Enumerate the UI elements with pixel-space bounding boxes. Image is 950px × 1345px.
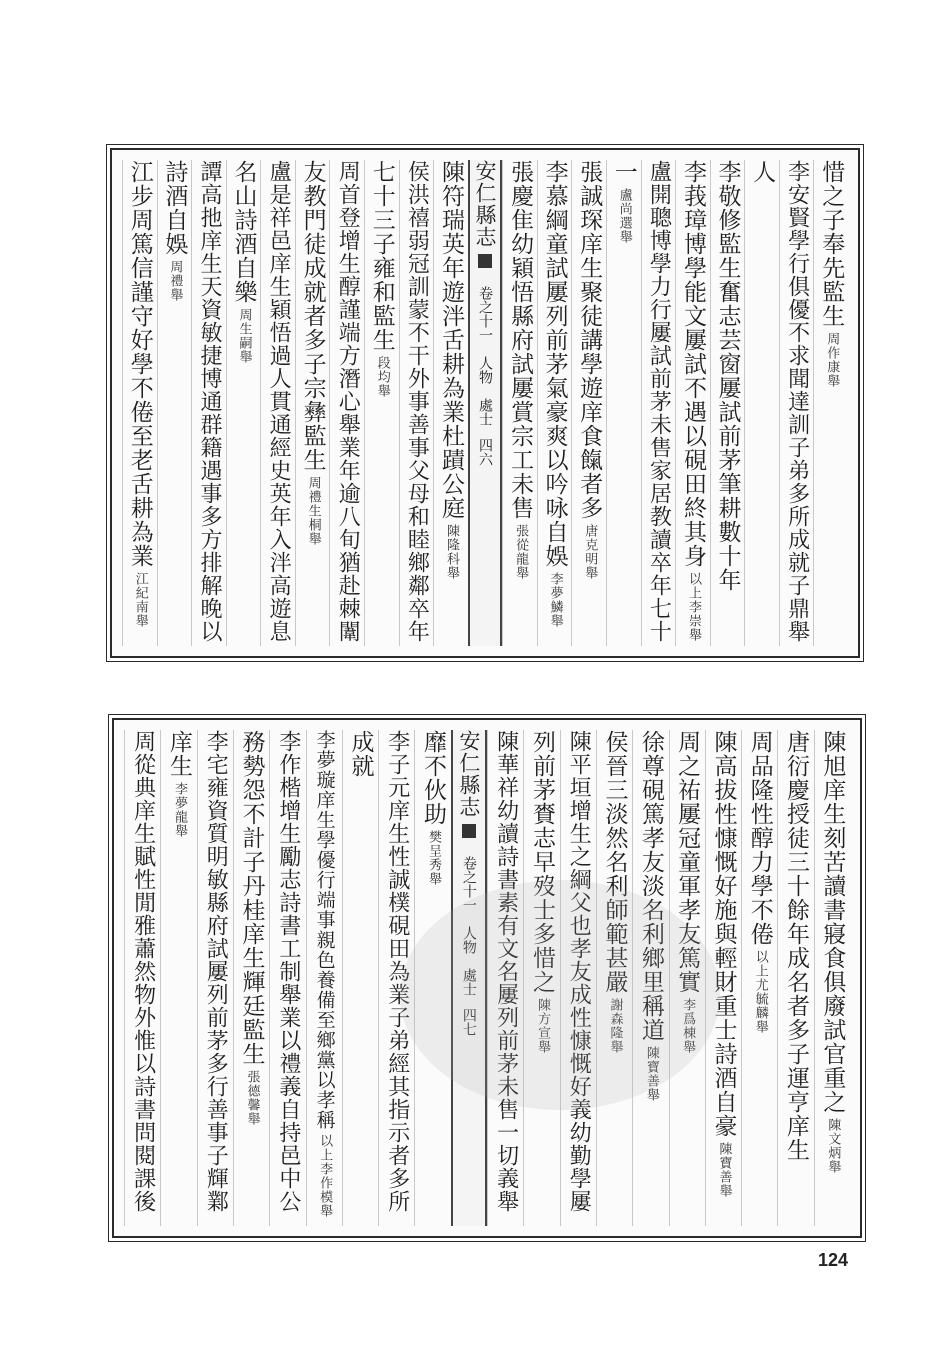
text-column	[537, 160, 572, 646]
page-number: 124	[818, 1250, 849, 1270]
column-text: 七十三子雍和監生	[368, 160, 395, 352]
text-column	[814, 730, 850, 1226]
text-column	[641, 160, 676, 646]
column-text: 盧開聰博學力行屢試前茅未售家居教讀卒年七十	[646, 160, 672, 643]
recommender-note: 以上尤毓麟舉	[752, 950, 768, 1034]
column-text: 李敬修監生奮志芸窗屢試前茅筆耕數十年	[714, 160, 741, 592]
recommender-note: 張德馨舉	[244, 1070, 260, 1126]
column-text: 友教門徒成就者多子宗彝監生	[299, 160, 326, 472]
text-column	[813, 160, 848, 646]
column-text: 侯洪禧弱冠訓蒙不干外事善事父母和睦鄉鄰卒年	[404, 160, 430, 643]
text-column	[306, 730, 342, 1226]
column-text: 務勢怨不計子丹桂庠生輝廷監生	[238, 730, 265, 1066]
text-column	[399, 160, 434, 646]
text-column	[378, 730, 414, 1226]
fishtail-marker	[478, 254, 492, 268]
gazetteer-title: 安仁縣志	[456, 730, 481, 818]
text-column	[329, 160, 364, 646]
section-heading: 卷之十一 人物 處士	[477, 286, 494, 426]
column-text: 陳平垣增生之綱父也孝友成性慷慨好義幼勤學屢	[566, 730, 592, 1213]
recommender-note: 李爲棟舉	[680, 998, 696, 1054]
column-text: 周之祐屢冠童軍孝友篤實	[674, 730, 701, 994]
recommender-note: 樊呈秀舉	[426, 830, 442, 886]
text-column	[596, 730, 632, 1226]
text-column	[632, 730, 668, 1226]
recommender-note: 周作康舉	[824, 332, 840, 388]
center-fold-column	[451, 730, 487, 1226]
recommender-note: 陳方宣舉	[534, 998, 550, 1054]
column-text: 江步周篤信謹守好學不倦至老舌耕為業	[126, 160, 153, 568]
recommender-note: 段均舉	[374, 356, 390, 398]
text-column	[124, 730, 160, 1226]
recommender-note: 李夢鱗舉	[547, 572, 563, 628]
column-text: 惜之子奉先監生	[818, 160, 845, 328]
recommender-note: 周生嗣舉	[236, 308, 252, 364]
gazetteer-title: 安仁縣志	[473, 160, 498, 248]
text-column	[710, 160, 745, 646]
column-text: 侯晉三淡然名利師範甚嚴	[601, 730, 628, 994]
column-text: 成就	[347, 730, 374, 778]
text-column	[414, 730, 450, 1226]
text-column	[260, 160, 295, 646]
center-fold-column	[468, 160, 503, 646]
column-text: 陳旭庠生刻苦讀書寢食俱廢試官重之	[819, 730, 846, 1114]
column-text: 盧是祥邑庠生穎悟過人貫通經史英年入泮高遊息	[266, 160, 292, 643]
recommender-note: 陳文炳舉	[825, 1118, 841, 1174]
column-text: 庠生	[165, 730, 192, 778]
text-column	[606, 160, 641, 646]
recommender-note: 李夢龍舉	[171, 782, 187, 838]
column-text: 周品隆性醇力學不倦	[746, 730, 773, 946]
text-column	[675, 160, 710, 646]
text-column	[560, 730, 596, 1226]
column-text: 靡不伙助	[420, 730, 447, 826]
recommender-note: 陳寶善舉	[643, 1046, 659, 1102]
column-text: 列前茅賚志早歿士多惜之	[528, 730, 555, 994]
text-column	[157, 160, 192, 646]
text-column	[523, 730, 559, 1226]
upper-page-block	[110, 148, 860, 658]
column-text: 李慕綱童試屢列前茅氣豪爽以吟咏自娛	[541, 160, 568, 568]
recommender-note: 以上李作模舉	[317, 1134, 333, 1218]
column-text: 名山詩酒自樂	[230, 160, 257, 304]
column-text: 李作楷增生勵志詩書工制舉業以禮義自持邑中公	[275, 730, 301, 1213]
column-text: 周首登增生醇謹端方潛心舉業年逾八旬猶赴棘闈	[335, 160, 361, 643]
text-column	[744, 160, 779, 646]
text-column	[191, 160, 226, 646]
column-text: 張慶隹幼穎悟縣府試屢賞宗工未售	[507, 160, 534, 520]
column-text: 唐衍慶授徒三十餘年成名者多子運亨庠生	[783, 730, 810, 1162]
column-text: 徐尊硯篤孝友淡名利鄉里稱道	[637, 730, 664, 1042]
column-text: 李夢璇庠生學優行端事親色養備至鄉黨以孝稱	[313, 730, 336, 1130]
text-column	[269, 730, 305, 1226]
recommender-note: 張從龍舉	[513, 524, 529, 580]
column-text: 人	[749, 160, 776, 184]
recommender-note: 以上李崇舉	[685, 572, 701, 642]
recommender-note: 盧尚選舉	[616, 188, 632, 244]
column-text: 陳符瑞英年遊泮舌耕為業杜蹟公庭	[437, 160, 464, 520]
text-column	[705, 730, 741, 1226]
text-column	[779, 160, 814, 646]
column-text: 李安賢學行俱優不求聞達訓子弟多所成就子鼎舉	[784, 160, 810, 643]
text-column	[487, 730, 523, 1226]
fishtail-marker	[462, 824, 476, 838]
section-heading: 卷之十一 人物 處士	[460, 856, 477, 996]
text-column	[160, 730, 196, 1226]
recommender-note: 陳寶善舉	[716, 1142, 732, 1198]
recommender-note: 周禮舉	[167, 260, 183, 302]
text-column	[197, 730, 233, 1226]
recommender-note: 陳隆科舉	[443, 524, 459, 580]
lower-page-block	[112, 718, 862, 1238]
text-column	[741, 730, 777, 1226]
text-column	[226, 160, 261, 646]
recommender-note: 謝森隆舉	[607, 998, 623, 1054]
text-column	[433, 160, 468, 646]
text-column	[669, 730, 705, 1226]
text-column	[122, 160, 157, 646]
column-text: 陳華祥幼讀詩書素有文名屢列前茅未售一切義舉	[493, 730, 519, 1213]
text-column	[364, 160, 399, 646]
column-text: 李宅雍資質明敏縣府試屢列前茅多行善事子輝鄴	[203, 730, 229, 1213]
column-text: 李莪璋博學能文屢試不遇以硯田終其身	[679, 160, 706, 568]
text-column	[342, 730, 378, 1226]
recommender-note: 周禮生桐舉	[305, 476, 321, 546]
folio-number: 四六	[477, 438, 494, 466]
recommender-note: 江紀南舉	[132, 572, 148, 628]
text-column	[777, 730, 813, 1226]
column-text: 詩酒自娛	[161, 160, 188, 256]
text-column	[295, 160, 330, 646]
column-text: 陳高拔性慷慨好施與輕財重士詩酒自豪	[710, 730, 737, 1138]
text-column	[502, 160, 537, 646]
column-text: 張誠琛庠生聚徒講學遊庠食餼者多	[576, 160, 603, 520]
column-text: 一	[610, 160, 637, 184]
recommender-note: 唐克明舉	[582, 524, 598, 580]
column-text: 譚高扡庠生天資敏捷博通群籍遇事多方排解晚以	[196, 160, 222, 643]
text-column	[571, 160, 606, 646]
column-text: 李子元庠生性誠樸硯田為業子弟經其指示者多所	[384, 730, 410, 1213]
text-column	[233, 730, 269, 1226]
folio-number: 四七	[460, 1008, 477, 1036]
column-text: 周從典庠生賦性閒雅蕭然物外惟以詩書問閱課後	[130, 730, 156, 1213]
